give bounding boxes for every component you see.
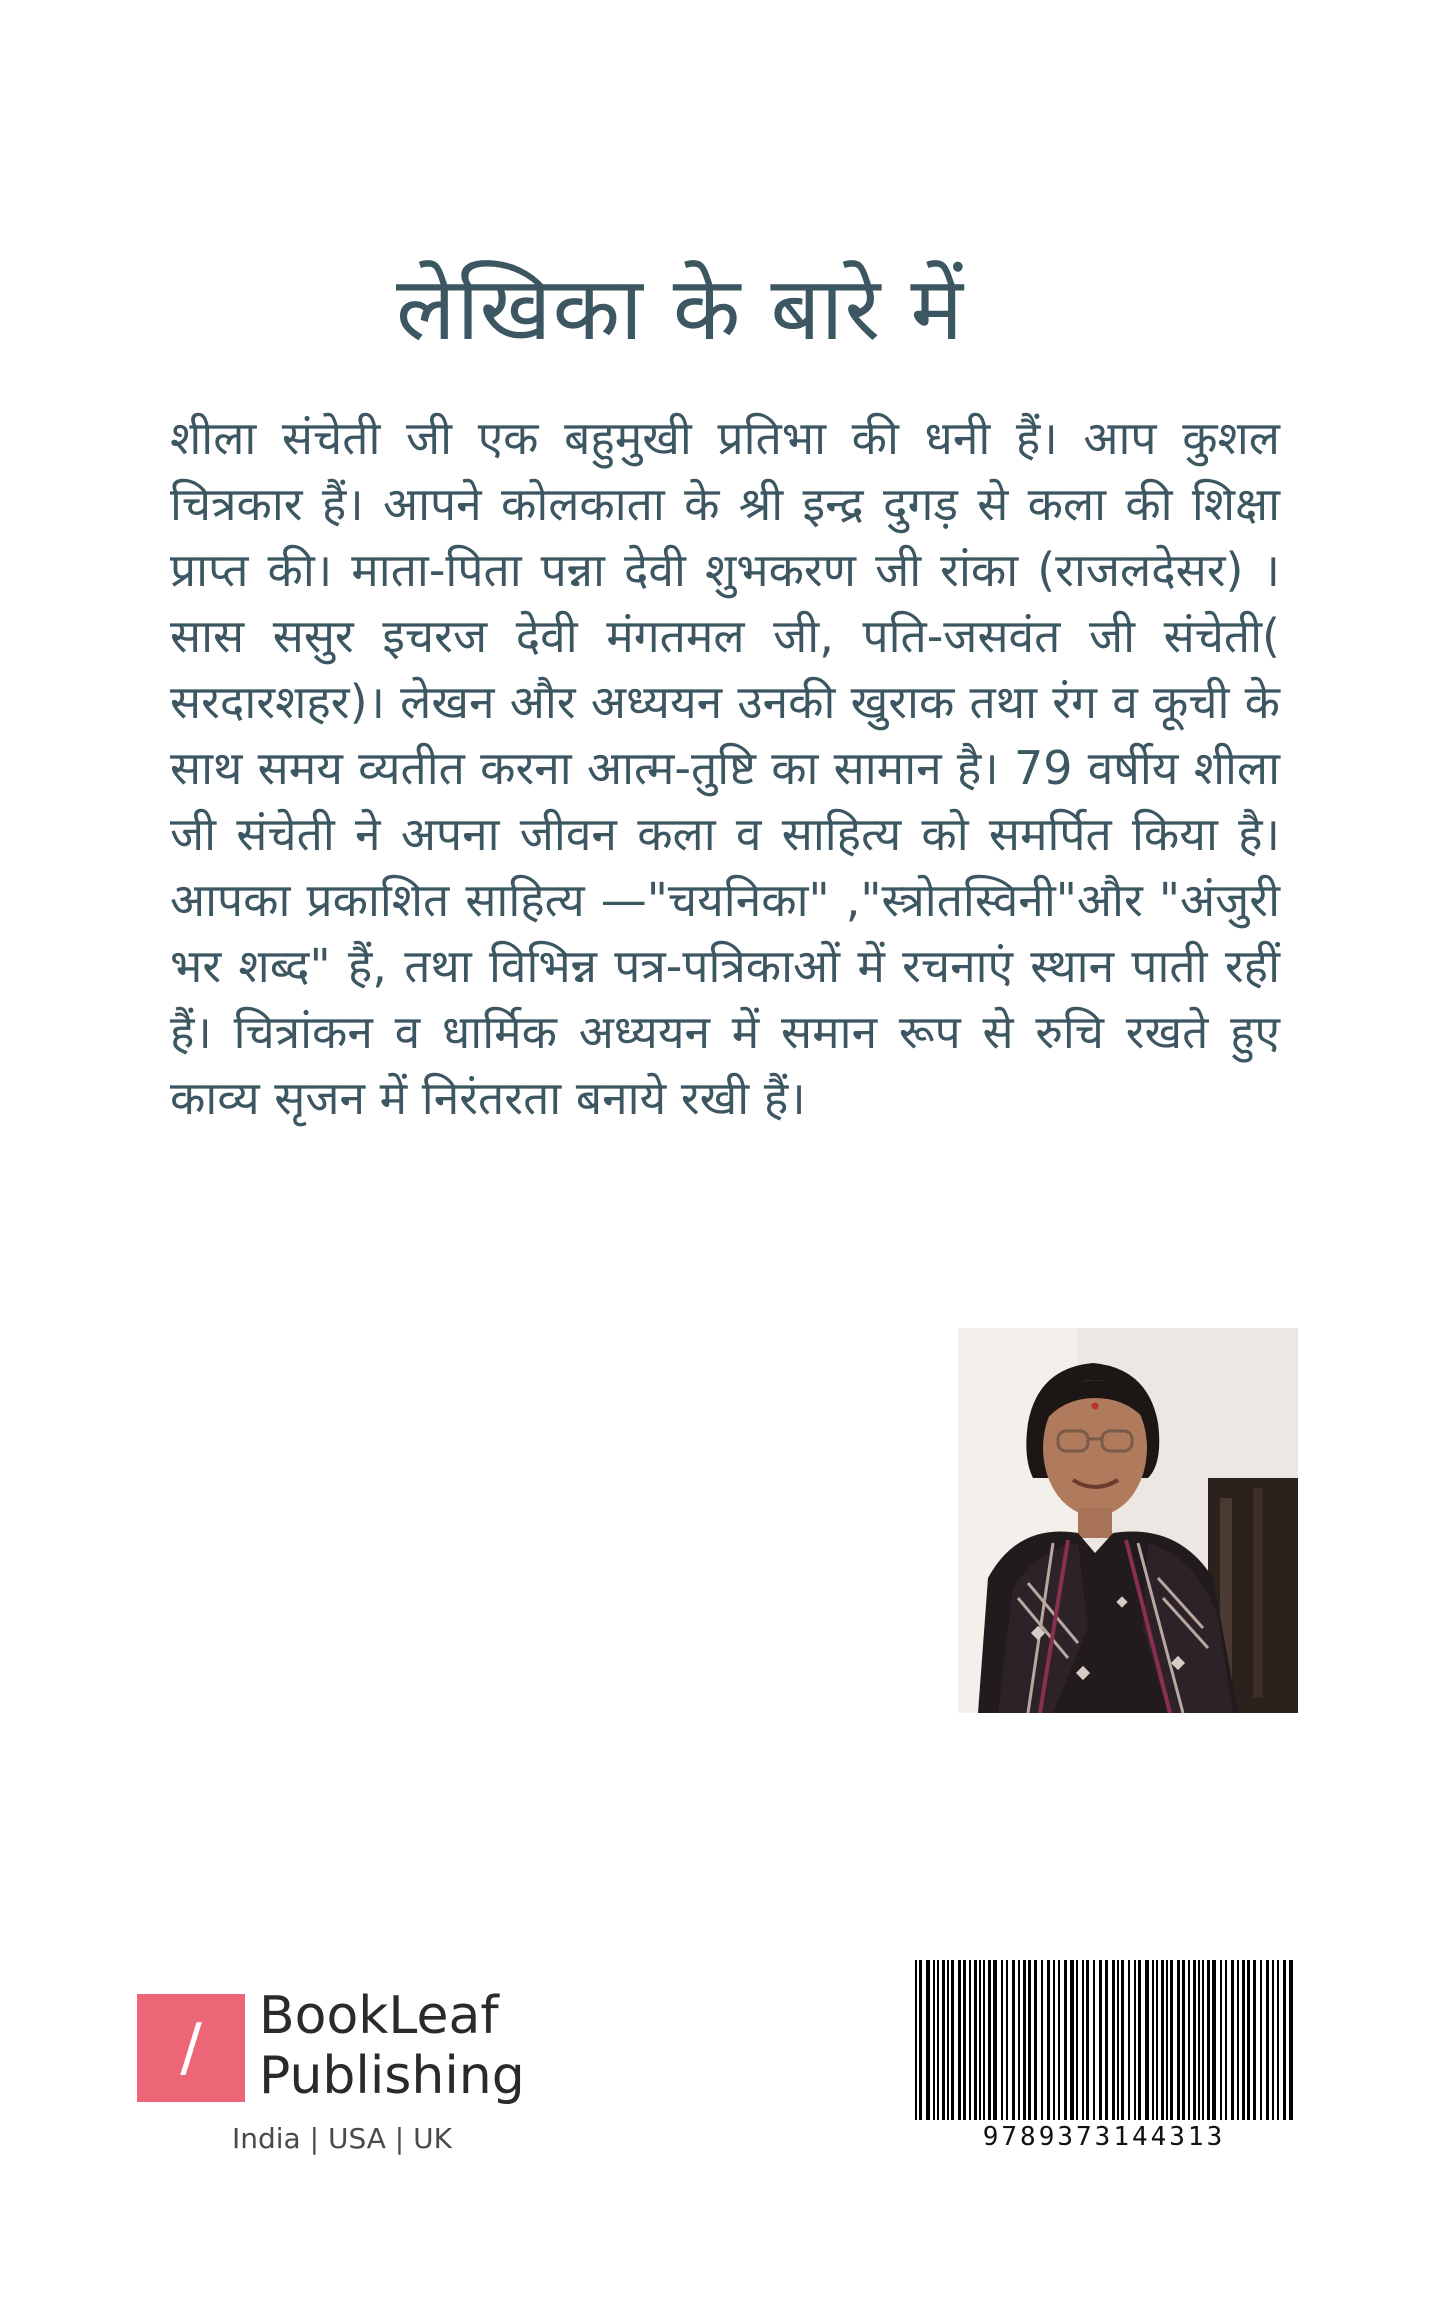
barcode-bar [958,1960,961,2120]
barcode-bar [926,1960,930,2120]
barcode-bar [1253,1960,1256,2120]
barcode-bar [1247,1960,1250,2120]
publisher-regions: India | USA | UK [232,2122,452,2155]
barcode-bar [1145,1960,1149,2120]
publisher-logo [137,1986,557,2160]
barcode-bar [1070,1960,1074,2120]
barcode-bar [1058,1960,1060,2120]
barcode-bar [1272,1960,1274,2120]
publisher-name [259,1986,525,2106]
barcode-bar [1277,1960,1279,2120]
barcode-bar [983,1960,985,2120]
publisher-name-line2: Publishing [259,2046,525,2106]
barcode-bar [988,1960,991,2120]
barcode-bar [1128,1960,1130,2120]
barcode-bar [942,1960,945,2120]
isbn-number: 9789373144313 [982,2122,1226,2152]
barcode-bar [1170,1960,1173,2120]
barcode-bar [919,1960,922,2120]
barcode-bar [1006,1960,1008,2120]
barcode-bar [1161,1960,1164,2120]
barcode-bar [1242,1960,1245,2120]
barcode-bar [1012,1960,1015,2120]
logo-slash-icon: / [180,2011,202,2085]
barcode-bar [969,1960,971,2120]
barcode-bar [1212,1960,1216,2120]
barcode-bar [1166,1960,1168,2120]
barcode-bar [1086,1960,1089,2120]
barcode-bar [1053,1960,1055,2120]
barcode-bar [1138,1960,1141,2120]
barcode-bar [1207,1960,1210,2120]
barcode-bar [1018,1960,1020,2120]
barcode-bar [915,1960,917,2120]
barcode-bar [1112,1960,1115,2120]
author-photo [958,1328,1298,1713]
barcode-bar [1156,1960,1158,2120]
barcode-bar [979,1960,981,2120]
barcode-bar [951,1960,954,2120]
barcode-bar [1193,1960,1196,2120]
barcode-bar [1260,1960,1262,2120]
barcode-bar [1283,1960,1286,2120]
barcode-bar [974,1960,977,2120]
barcode-bar [1225,1960,1227,2120]
barcode-bar [1047,1960,1050,2120]
barcode-bar [1041,1960,1043,2120]
barcode-bar [1152,1960,1154,2120]
publisher-name-line1: BookLeaf [259,1986,499,2046]
barcode-bar [1121,1960,1124,2120]
barcode-bar [1220,1960,1222,2120]
barcode-bar [1082,1960,1084,2120]
barcode-bar [1028,1960,1031,2120]
barcode-bar [1289,1960,1293,2120]
barcode-bar [1105,1960,1108,2120]
barcode-bar [1182,1960,1185,2120]
barcode-bar [1076,1960,1078,2120]
barcode-bar [1266,1960,1269,2120]
barcode-bar [1202,1960,1204,2120]
barcode-bar [963,1960,966,2120]
barcode-bar [937,1960,939,2120]
barcode-bar [1034,1960,1037,2120]
barcode-bar [1064,1960,1067,2120]
barcode-bar [1231,1960,1234,2120]
author-bio: शीला संचेती जी एक बहुमुखी प्रतिभा की धनी हैं। आप कुशल चित्रकार हैं। आपने कोलकाता के श्री इन्द्र दुगड़ से कला की शिक्षा प्राप्त की। माता-पिता पन्ना देवी शुभकरण जी रांका (राजलदेसर) । सास ससुर इचरज देवी मंगतमल जी, पति-जसवंत जी संचेती( सरदारशहर)। लेखन और अध्ययन उनकी खुराक तथा रंग व कूची के साथ समय व्यतीत करना आत्म-तुष्टि का सामान है। 79 वर्षीय शीला जी संचेती ने अपना जीवन कला व साहित्य को समर्पित किया है। आपका प्रकाशित साहित्य —"चयनिका" ,"स्त्रोतस्विनी"और "अंजुरी भर शब्द" हैं, तथा विभिन्न पत्र-पत्रिकाओं में रचनाएं स्थान पाती रहीं हैं। चित्रांकन व धार्मिक अध्ययन में समान रूप से रुचि रखते हुए काव्य सृजन में निरंतरता बनाये रखी हैं। [170,411,1280,1125]
barcode-bar [1237,1960,1239,2120]
barcode [913,1960,1295,2120]
barcode-bar [1177,1960,1180,2120]
barcode-bar [1117,1960,1119,2120]
barcode-bar [1099,1960,1102,2120]
barcode-bar [947,1960,949,2120]
barcode-bar [993,1960,997,2120]
barcode-bar [1001,1960,1003,2120]
barcode-bar [1198,1960,1200,2120]
page-title: लेखिका के बारे में [396,257,964,360]
barcode-bar [1188,1960,1190,2120]
barcode-bar [1023,1960,1026,2120]
barcode-bar [1093,1960,1095,2120]
barcode-bar [933,1960,935,2120]
barcode-bar [1134,1960,1136,2120]
